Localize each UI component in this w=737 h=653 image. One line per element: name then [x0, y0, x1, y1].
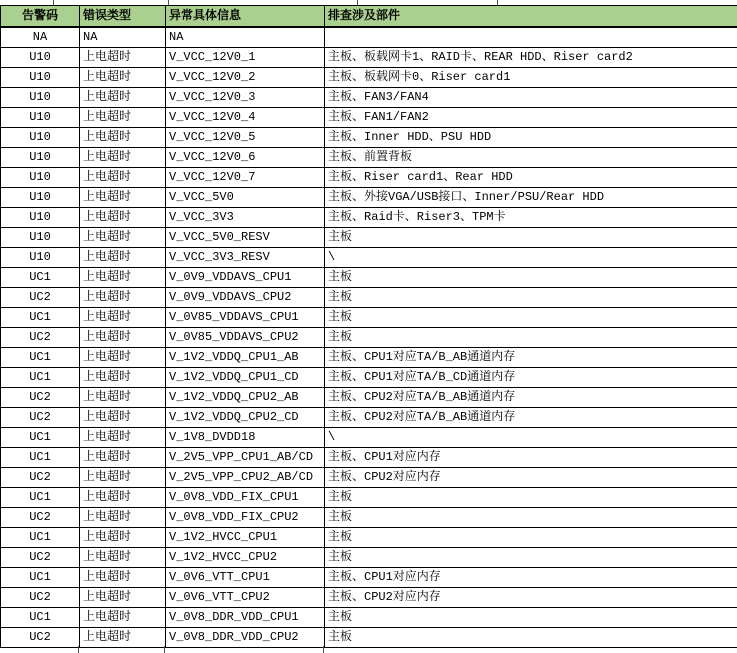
cell: 上电超时 [80, 148, 166, 168]
cell: 上电超时 [80, 588, 166, 608]
gridline-stub [323, 646, 324, 653]
cell: 主板 [325, 328, 737, 348]
cell: 主板、CPU1对应内存 [325, 448, 737, 468]
cell: 主板、Raid卡、Riser3、TPM卡 [325, 208, 737, 228]
cell: V_0V9_VDDAVS_CPU1 [166, 268, 325, 288]
cell: V_VCC_5V0_RESV [166, 228, 325, 248]
cell: UC1 [1, 368, 80, 388]
cell: 主板、CPU1对应TA/B_AB通道内存 [325, 348, 737, 368]
cell: V_VCC_3V3 [166, 208, 325, 228]
cell: V_1V2_HVCC_CPU1 [166, 528, 325, 548]
table-row [1, 308, 737, 328]
cell: 主板 [325, 268, 737, 288]
cell: 上电超时 [80, 248, 166, 268]
cell: UC1 [1, 348, 80, 368]
table-row [1, 208, 737, 228]
cell: NA [1, 27, 80, 48]
table-header [1, 6, 737, 28]
cell: 主板、FAN3/FAN4 [325, 88, 737, 108]
cell: 上电超时 [80, 308, 166, 328]
cell: V_0V85_VDDAVS_CPU2 [166, 328, 325, 348]
cell: U10 [1, 108, 80, 128]
table-row [1, 188, 737, 208]
cell: U10 [1, 128, 80, 148]
cell: 上电超时 [80, 348, 166, 368]
cell: 主板、CPU2对应内存 [325, 588, 737, 608]
cell: 上电超时 [80, 548, 166, 568]
cell: \ [325, 428, 737, 448]
cell: 主板、板载网卡0、Riser card1 [325, 68, 737, 88]
cell: 上电超时 [80, 188, 166, 208]
cell: 上电超时 [80, 368, 166, 388]
cell: UC1 [1, 448, 80, 468]
cell: V_2V5_VPP_CPU2_AB/CD [166, 468, 325, 488]
cell: 上电超时 [80, 388, 166, 408]
cell: U10 [1, 88, 80, 108]
cell: V_0V8_VDD_FIX_CPU1 [166, 488, 325, 508]
cell: UC2 [1, 508, 80, 528]
cell: V_1V2_VDDQ_CPU2_AB [166, 388, 325, 408]
cell: 上电超时 [80, 228, 166, 248]
cell: 上电超时 [80, 508, 166, 528]
gridline-stub [78, 646, 79, 653]
cell: 上电超时 [80, 628, 166, 648]
cell: V_VCC_12V0_7 [166, 168, 325, 188]
cell: V_0V85_VDDAVS_CPU1 [166, 308, 325, 328]
alarm-code-table [0, 5, 737, 648]
cell: UC2 [1, 548, 80, 568]
table-row [1, 408, 737, 428]
cell: 上电超时 [80, 208, 166, 228]
table-row [1, 328, 737, 348]
cell: V_1V2_VDDQ_CPU1_AB [166, 348, 325, 368]
cell: V_1V2_HVCC_CPU2 [166, 548, 325, 568]
cell: V_VCC_12V0_1 [166, 48, 325, 68]
table-row [1, 248, 737, 268]
cell: 主板、板载网卡1、RAID卡、REAR HDD、Riser card2 [325, 48, 737, 68]
cell: 主板、前置背板 [325, 148, 737, 168]
gridline-stub [164, 646, 165, 653]
cell: 主板 [325, 228, 737, 248]
cell: 主板 [325, 628, 737, 648]
column-header-alarm-code: 告警码 [1, 6, 80, 28]
cell: 主板、Inner HDD、PSU HDD [325, 128, 737, 148]
cell: 上电超时 [80, 68, 166, 88]
cell: V_VCC_12V0_6 [166, 148, 325, 168]
cell: V_1V2_VDDQ_CPU1_CD [166, 368, 325, 388]
cell: V_0V6_VTT_CPU1 [166, 568, 325, 588]
table-row [1, 428, 737, 448]
cell [325, 27, 737, 48]
cell: V_VCC_5V0 [166, 188, 325, 208]
cell: 上电超时 [80, 468, 166, 488]
table-row [1, 508, 737, 528]
cell: 上电超时 [80, 108, 166, 128]
cell: U10 [1, 228, 80, 248]
cell: 上电超时 [80, 48, 166, 68]
table-row [1, 68, 737, 88]
cell: 主板、FAN1/FAN2 [325, 108, 737, 128]
table-row [1, 27, 737, 48]
cell: V_2V5_VPP_CPU1_AB/CD [166, 448, 325, 468]
table-row [1, 108, 737, 128]
cell: 主板、CPU1对应TA/B_CD通道内存 [325, 368, 737, 388]
cell: UC2 [1, 288, 80, 308]
table-row [1, 488, 737, 508]
table-row [1, 268, 737, 288]
cell: V_VCC_12V0_5 [166, 128, 325, 148]
cell: UC2 [1, 328, 80, 348]
table-row [1, 288, 737, 308]
cell: NA [80, 27, 166, 48]
cell: V_0V9_VDDAVS_CPU2 [166, 288, 325, 308]
column-header-error-type: 错误类型 [80, 6, 166, 28]
cell: 主板 [325, 508, 737, 528]
cell: 上电超时 [80, 608, 166, 628]
table-row [1, 388, 737, 408]
cell: U10 [1, 68, 80, 88]
table-row [1, 228, 737, 248]
cell: 上电超时 [80, 568, 166, 588]
cell: 主板 [325, 528, 737, 548]
column-header-detail-info: 异常具体信息 [166, 6, 325, 28]
cell: V_0V8_DDR_VDD_CPU2 [166, 628, 325, 648]
cell: 上电超时 [80, 128, 166, 148]
cell: 主板、CPU2对应TA/B_AB通道内存 [325, 388, 737, 408]
cell: V_VCC_12V0_4 [166, 108, 325, 128]
table-row [1, 148, 737, 168]
cell: U10 [1, 48, 80, 68]
cell: 主板、Riser card1、Rear HDD [325, 168, 737, 188]
cell: UC1 [1, 568, 80, 588]
cell: U10 [1, 168, 80, 188]
cell: 主板、CPU2对应内存 [325, 468, 737, 488]
cell: 上电超时 [80, 168, 166, 188]
cell: 主板、CPU1对应内存 [325, 568, 737, 588]
cell: V_1V2_VDDQ_CPU2_CD [166, 408, 325, 428]
table-row [1, 628, 737, 648]
cell: U10 [1, 188, 80, 208]
table-row [1, 88, 737, 108]
cell: UC2 [1, 588, 80, 608]
cell: U10 [1, 208, 80, 228]
cell: 上电超时 [80, 268, 166, 288]
cell: 主板 [325, 548, 737, 568]
table-row [1, 468, 737, 488]
cell: UC1 [1, 488, 80, 508]
cell: 上电超时 [80, 408, 166, 428]
table-row [1, 548, 737, 568]
table-row [1, 608, 737, 628]
cell: UC1 [1, 428, 80, 448]
table-row [1, 168, 737, 188]
cell: 上电超时 [80, 88, 166, 108]
cell: V_VCC_12V0_3 [166, 88, 325, 108]
table-row [1, 568, 737, 588]
cell: 主板 [325, 288, 737, 308]
cell: UC1 [1, 608, 80, 628]
cell: U10 [1, 148, 80, 168]
cell: 上电超时 [80, 448, 166, 468]
cell: 主板、CPU2对应TA/B_AB通道内存 [325, 408, 737, 428]
cell: V_0V6_VTT_CPU2 [166, 588, 325, 608]
table-body [1, 27, 737, 648]
cell: 主板 [325, 308, 737, 328]
cell: V_0V8_VDD_FIX_CPU2 [166, 508, 325, 528]
cell: 主板 [325, 488, 737, 508]
cell: UC2 [1, 468, 80, 488]
cell: 主板、外接VGA/USB接口、Inner/PSU/Rear HDD [325, 188, 737, 208]
cell: \ [325, 248, 737, 268]
cell: NA [166, 27, 325, 48]
table-row [1, 368, 737, 388]
cell: V_VCC_12V0_2 [166, 68, 325, 88]
cell: V_1V8_DVDD18 [166, 428, 325, 448]
cell: UC1 [1, 268, 80, 288]
cell: UC1 [1, 308, 80, 328]
table-row [1, 128, 737, 148]
cell: UC2 [1, 628, 80, 648]
cell: V_VCC_3V3_RESV [166, 248, 325, 268]
cell: UC2 [1, 388, 80, 408]
cell: 上电超时 [80, 328, 166, 348]
table-row [1, 48, 737, 68]
table-row [1, 528, 737, 548]
cell: 上电超时 [80, 288, 166, 308]
table-row [1, 588, 737, 608]
cell: 主板 [325, 608, 737, 628]
cell: 上电超时 [80, 428, 166, 448]
table-row [1, 448, 737, 468]
cell: V_0V8_DDR_VDD_CPU1 [166, 608, 325, 628]
cell: UC2 [1, 408, 80, 428]
header-row [1, 6, 737, 28]
column-header-components: 排查涉及部件 [325, 6, 737, 28]
cell: UC1 [1, 528, 80, 548]
cell: 上电超时 [80, 528, 166, 548]
table-row [1, 348, 737, 368]
cell: U10 [1, 248, 80, 268]
cell: 上电超时 [80, 488, 166, 508]
